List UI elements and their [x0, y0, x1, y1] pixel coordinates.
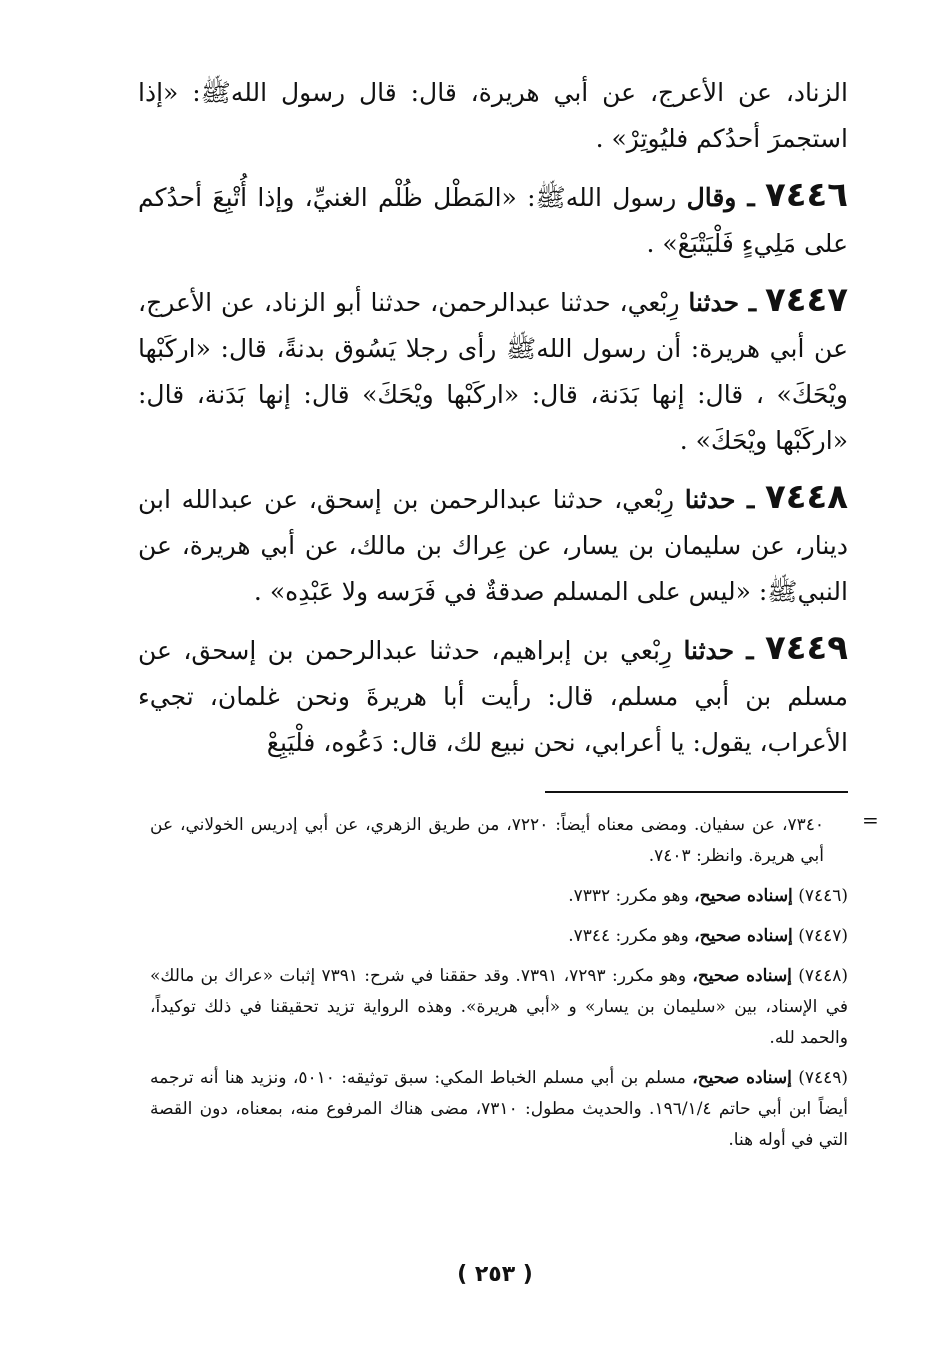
paragraph-continuation — [138, 70, 848, 162]
hadith-7447 — [138, 277, 848, 464]
footnote-text: وهو مكرر: ٧٣٤٤. — [568, 926, 689, 946]
paragraph-text: الزناد، عن الأعرج، عن أبي هريرة، قال: قال رسول اللهﷺ: «إذا استجمرَ أحدُكم فليُوتِرْ» . — [138, 78, 848, 153]
hadith-lead-word: حدثنا — [683, 636, 735, 665]
hadith-lead-word: وقال — [686, 183, 737, 212]
footnote-text: مسلم بن أبي مسلم الخباط المكي: سبق توثيقه: ٥٠١٠، ونزيد هنا أنه ترجمه أيضاً ابن أبي حاتم ١٩٦/١/٤. والحديث مطول: ٧٣١٠، مضى هناك المرفوع منه، بمعناه، دون القصة التي في أوله هنا. — [150, 1068, 848, 1150]
hadith-text: رسول اللهﷺ: «المَطْل ظُلْم الغنيِّ، وإذا أُتْبِعَ أحدُكم على مَلِيءٍ فَلْيَتْبَعْ» . — [138, 183, 848, 258]
footnotes — [150, 810, 848, 1165]
hadith-dash: ـ — [735, 485, 755, 514]
hadith-number: ٧٤٤٩ — [764, 628, 848, 668]
hadith-dash: ـ — [734, 636, 754, 665]
page-number: ( ٢٥٣ ) — [457, 1262, 533, 1287]
footnote-number: (٧٤٤٨) — [798, 966, 849, 986]
hadith-text: رِبْعي بن إبراهيم، حدثنا عبدالرحمن بن إسحق، عن مسلم بن أبي مسلم، قال: رأيت أبا هريرةَ ونحن غلمان، تجيء الأعراب، يقول: يا أعرابي، نحن نبيع لك، قال: دَعُوه، فلْيَبِعْ — [138, 636, 848, 757]
footnote-grading: إسناده صحيح، — [692, 1068, 792, 1088]
hadith-7448 — [138, 474, 848, 615]
footnote-text: ٧٣٤٠، عن سفيان. ومضى معناه أيضاً: ٧٢٢٠، من طريق الزهري، عن أبي إدريس الخولاني، عن أبي هريرة. وانظر: ٧٤٠٣. — [150, 815, 825, 866]
footnote-separator — [545, 791, 848, 793]
hadith-7449 — [138, 625, 848, 766]
hadith-dash: ـ — [736, 183, 755, 212]
hadith-lead-word: حدثنا — [688, 288, 740, 317]
footnote-grading: إسناده صحيح، — [694, 926, 793, 946]
footnote-text: وهو مكرر: ٧٢٩٣، ٧٣٩١. وقد حققنا في شرح: ٧٣٩١ إثبات «عراك بن مالك» في الإسناد، بين «سليمان بن يسار» و «أبي هريرة». وهذه الرواية تزيد تحقيقنا في ذلك توكيداً، والحمد لله. — [150, 966, 848, 1048]
hadith-dash: ـ — [739, 288, 757, 317]
hadith-number: ٧٤٤٨ — [764, 477, 848, 517]
hadith-number: ٧٤٤٧ — [764, 280, 848, 320]
footnote-continuation — [150, 810, 848, 872]
hadith-number: ٧٤٤٦ — [765, 175, 849, 215]
hadith-lead-word: حدثنا — [684, 485, 736, 514]
hadith-text: رِبْعي، حدثنا عبدالرحمن، حدثنا أبو الزناد، عن الأعرج، عن أبي هريرة: أن رسول اللهﷺ رأى رجلا يَسُوق بدنةً، قال: «اركَبْها ويْحَكَ» ، قال: إنها بَدَنة، قال: «اركَبْها ويْحَكَ» قال: إنها بَدَنة، قال: «اركَبْها ويْحَكَ» . — [138, 288, 848, 455]
continuation-mark: = — [862, 808, 879, 832]
footnote-number: (٧٤٤٦) — [798, 886, 848, 906]
main-text — [138, 70, 848, 776]
footnote-7449 — [150, 1063, 848, 1156]
footnote-number: (٧٤٤٩) — [798, 1068, 849, 1088]
footnote-grading: إسناده صحيح، — [694, 886, 793, 906]
footnote-text: وهو مكرر: ٧٣٣٢. — [568, 886, 689, 906]
footnote-number: (٧٤٤٧) — [798, 926, 848, 946]
footnote-7448 — [150, 961, 848, 1054]
footnote-grading: إسناده صحيح، — [692, 966, 792, 986]
footnote-7446 — [150, 881, 848, 912]
footnote-7447 — [150, 921, 848, 952]
hadith-text: رِبْعي، حدثنا عبدالرحمن بن إسحق، عن عبدالله ابن دينار، عن سليمان بن يسار، عن عِراك بن مالك، عن أبي هريرة، عن النبيﷺ: «ليس على المسلم صدقةٌ في فَرَسه ولا عَبْدِه» . — [138, 485, 848, 606]
hadith-7446 — [138, 172, 848, 267]
